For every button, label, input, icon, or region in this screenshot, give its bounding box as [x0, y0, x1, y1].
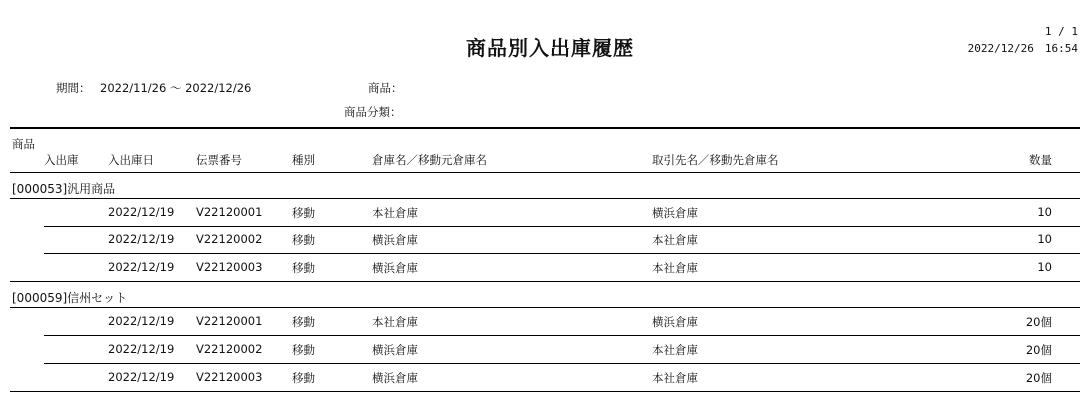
cell-warehouse: 横浜倉庫: [372, 233, 418, 247]
product-filter-label: 商品：: [368, 81, 403, 95]
period-value: 2022/11/26 ～ 2022/12/26: [100, 81, 252, 95]
cell-slip: V22120002: [196, 342, 263, 356]
cell-slip: V22120001: [196, 314, 263, 328]
header-top-rule: [10, 127, 1080, 129]
cell-kind: 移動: [292, 371, 315, 385]
cell-warehouse: 本社倉庫: [372, 315, 418, 329]
cell-kind: 移動: [292, 315, 315, 329]
group-rule: [10, 307, 1080, 308]
cell-qty: 20個: [1025, 371, 1052, 385]
cell-date: 2022/12/19: [108, 370, 175, 384]
col-date: 入出庫日: [108, 153, 154, 167]
cell-slip: V22120003: [196, 260, 263, 274]
row-rule: [44, 253, 1080, 254]
col-kind: 種別: [292, 153, 315, 167]
cell-kind: 移動: [292, 261, 315, 275]
group-end-rule: [10, 281, 1080, 282]
cell-warehouse: 横浜倉庫: [372, 343, 418, 357]
cell-partner: 本社倉庫: [652, 261, 698, 275]
cell-slip: V22120001: [196, 205, 263, 219]
cell-partner: 本社倉庫: [652, 233, 698, 247]
cell-kind: 移動: [292, 343, 315, 357]
report-title: 商品別入出庫履歴: [466, 36, 634, 60]
cell-warehouse: 横浜倉庫: [372, 261, 418, 275]
row-rule: [44, 335, 1080, 336]
print-datetime: 2022/12/26 16:54: [967, 42, 1078, 55]
cell-date: 2022/12/19: [108, 232, 175, 246]
cell-qty: 20個: [1025, 343, 1052, 357]
cell-kind: 移動: [292, 233, 315, 247]
group-product-name: [000059]信州セット: [12, 291, 128, 305]
cell-date: 2022/12/19: [108, 205, 175, 219]
cell-warehouse: 本社倉庫: [372, 206, 418, 220]
cell-qty: 10: [1037, 205, 1052, 219]
header-bottom-rule: [10, 172, 1080, 173]
col-slip: 伝票番号: [196, 153, 242, 167]
cell-slip: V22120002: [196, 232, 263, 246]
cell-date: 2022/12/19: [108, 260, 175, 274]
col-partner: 取引先名／移動先倉庫名: [652, 153, 779, 167]
cell-date: 2022/12/19: [108, 314, 175, 328]
cell-qty: 10: [1037, 232, 1052, 246]
col-qty: 数量: [1029, 153, 1052, 167]
page-number: 1 / 1: [1044, 25, 1078, 38]
cell-kind: 移動: [292, 206, 315, 220]
cell-date: 2022/12/19: [108, 342, 175, 356]
cell-partner: 横浜倉庫: [652, 315, 698, 329]
col-io-type: 入出庫: [44, 153, 79, 167]
group-rule: [10, 198, 1080, 199]
cell-warehouse: 横浜倉庫: [372, 371, 418, 385]
row-rule: [44, 226, 1080, 227]
col-warehouse: 倉庫名／移動元倉庫名: [372, 153, 487, 167]
table-bottom-rule: [10, 391, 1080, 392]
cell-partner: 本社倉庫: [652, 371, 698, 385]
col-product: 商品: [12, 137, 35, 151]
cell-partner: 本社倉庫: [652, 343, 698, 357]
group-product-name: [000053]汎用商品: [12, 182, 116, 196]
category-filter-label: 商品分類：: [344, 105, 402, 119]
period-label: 期間：: [56, 81, 91, 95]
cell-qty: 20個: [1025, 315, 1052, 329]
cell-qty: 10: [1037, 260, 1052, 274]
cell-partner: 横浜倉庫: [652, 206, 698, 220]
row-rule: [44, 363, 1080, 364]
cell-slip: V22120003: [196, 370, 263, 384]
